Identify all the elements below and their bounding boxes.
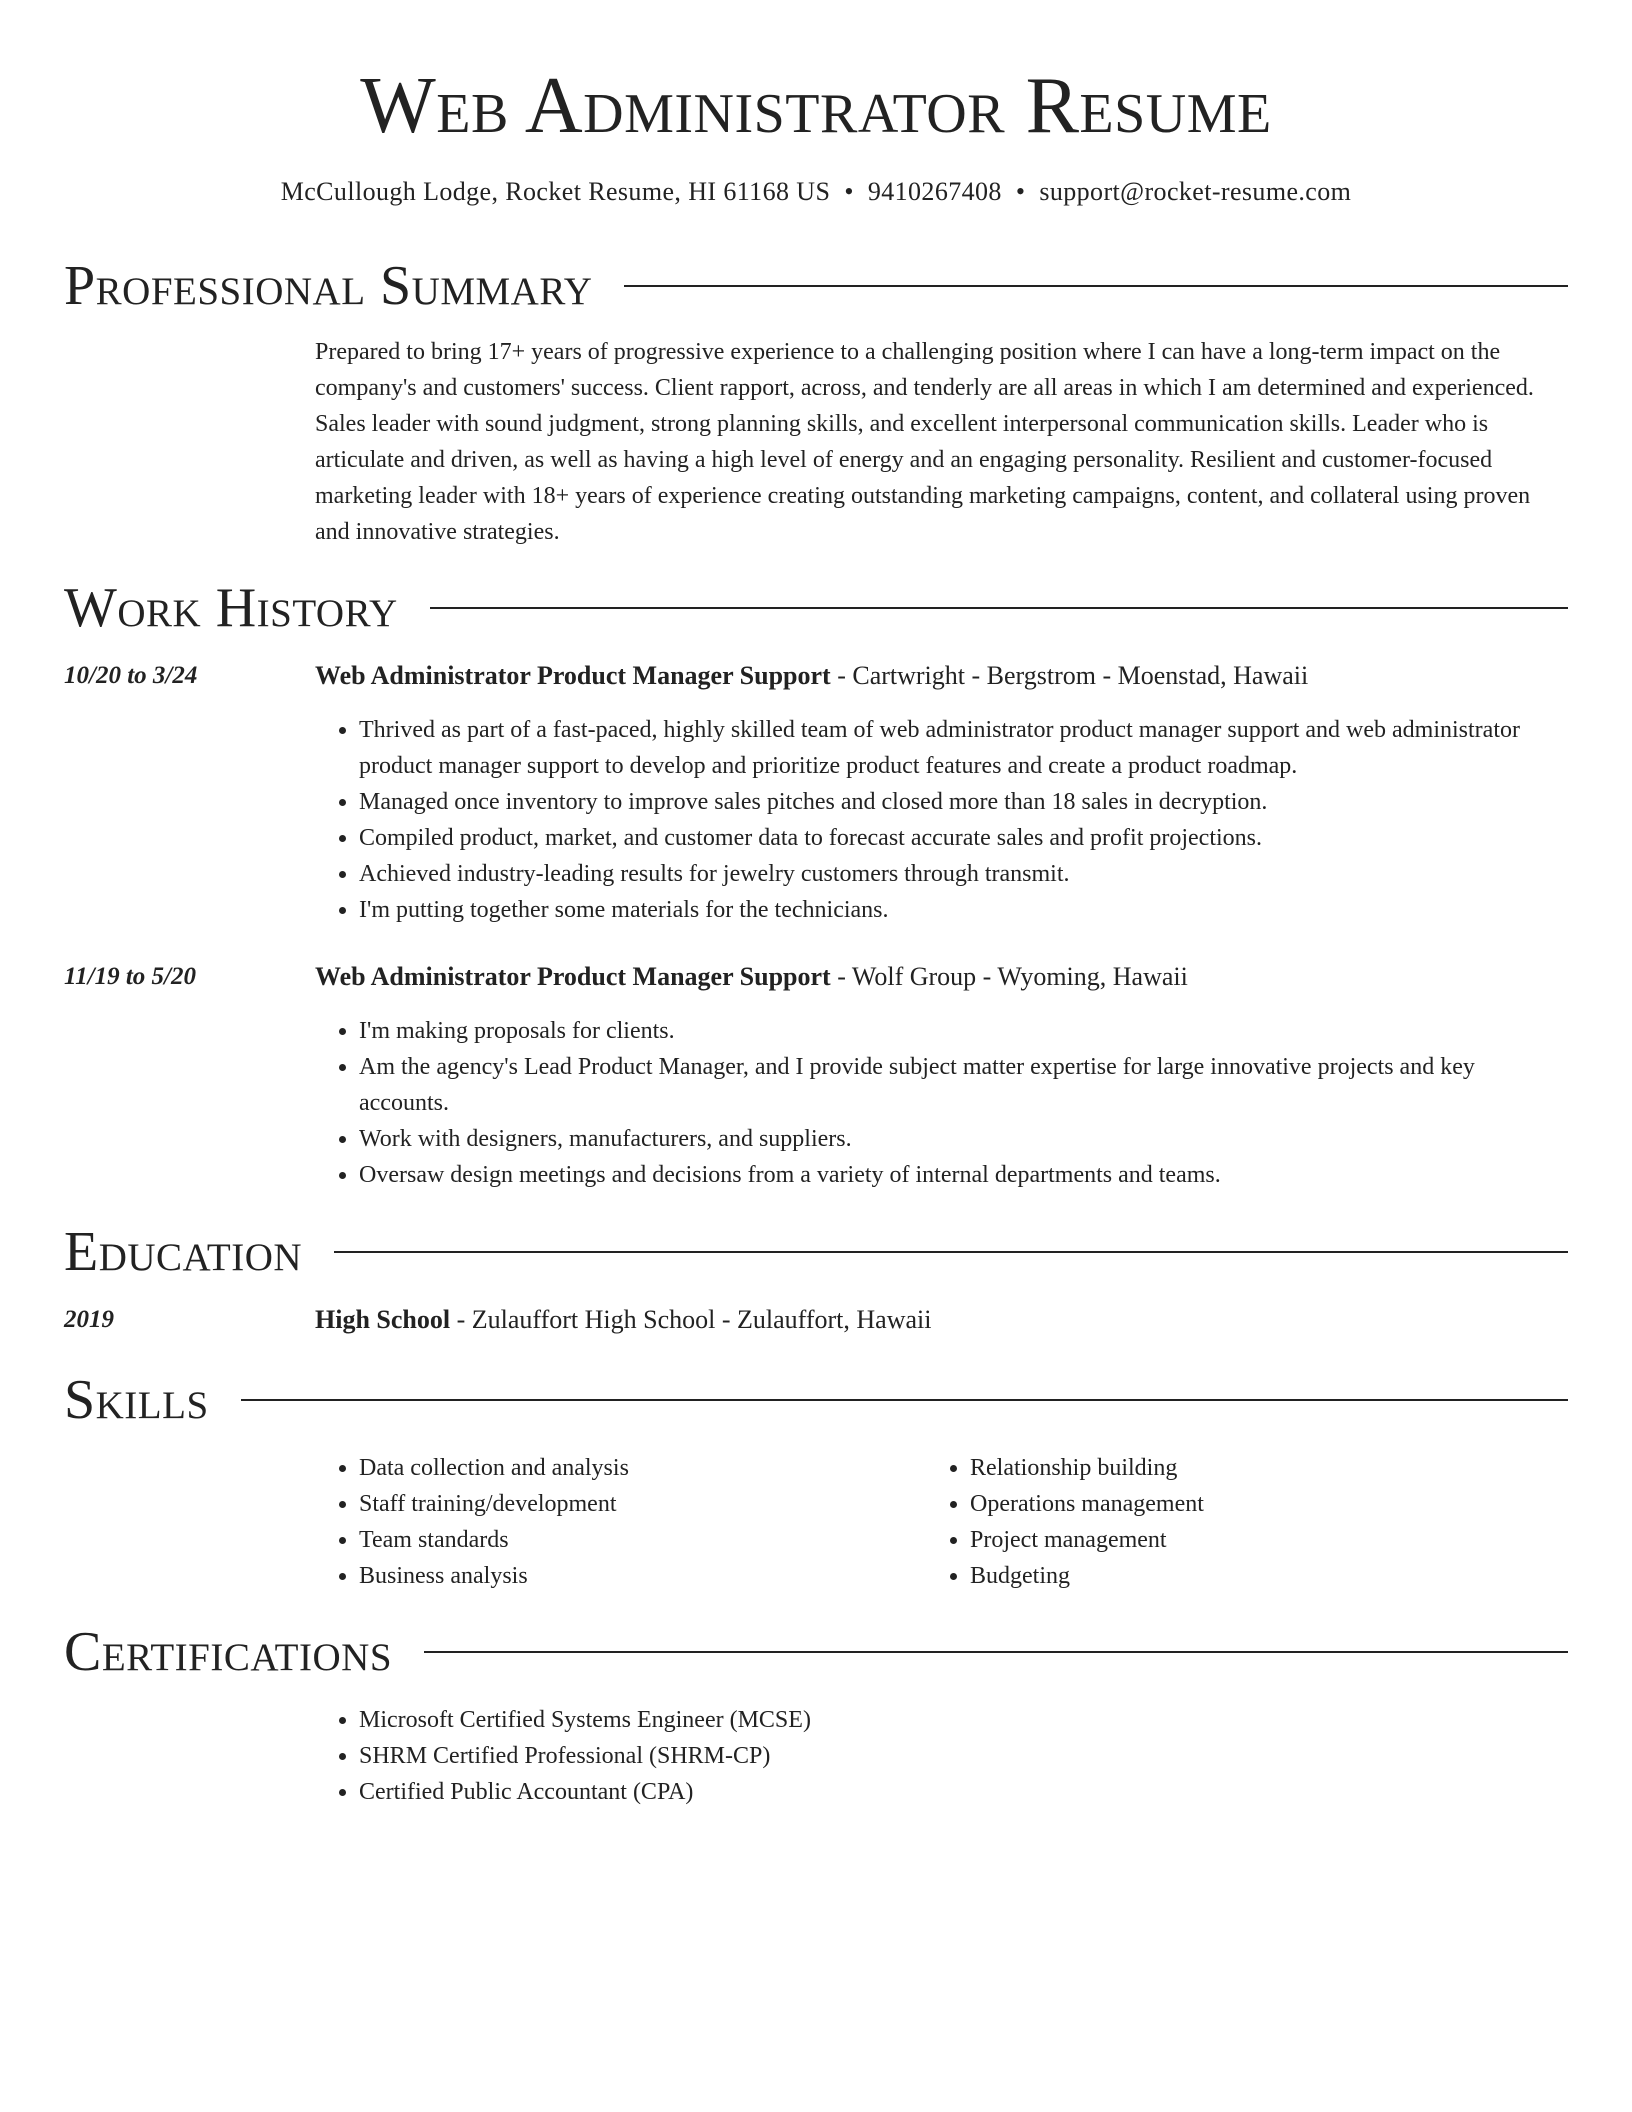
contact-address: McCullough Lodge, Rocket Resume, HI 61168 US <box>280 177 831 206</box>
contact-phone: 9410267408 <box>867 177 1002 206</box>
job-employer: - Cartwright - Bergstrom - Moenstad, Hawaii <box>830 661 1309 690</box>
certifications-list <box>315 1702 1568 1810</box>
skill-item: • Budgeting <box>970 1558 1526 1594</box>
certification-item: • SHRM Certified Professional (SHRM-CP) <box>359 1738 1568 1774</box>
skills-list-left <box>315 1450 915 1594</box>
job-dates: 11/19 to 5/20 <box>64 963 196 990</box>
work-heading: Work History <box>64 577 398 639</box>
job-title: Web Administrator Product Manager Support <box>315 661 831 690</box>
section-divider <box>624 285 1568 287</box>
job-bullets <box>315 712 1568 928</box>
certifications-heading: Certifications <box>64 1621 393 1683</box>
certification-item: • Certified Public Accountant (CPA) <box>359 1774 1568 1810</box>
section-divider <box>430 607 1568 609</box>
skill-item: • Data collection and analysis <box>359 1450 915 1486</box>
section-divider <box>334 1251 1568 1253</box>
job-title: Web Administrator Product Manager Support <box>315 962 831 991</box>
contact-separator: • <box>1015 177 1026 206</box>
education-year: 2019 <box>64 1306 114 1333</box>
education-heading: Education <box>64 1221 303 1283</box>
contact-separator: • <box>844 177 854 206</box>
summary-heading: Professional Summary <box>64 255 593 317</box>
skill-item: • Staff training/development <box>359 1486 915 1522</box>
education-degree: High School <box>315 1305 451 1334</box>
list-item: • I'm putting together some materials for the technicians. <box>359 892 1568 928</box>
skills-list-right <box>926 1450 1526 1594</box>
certifications-section-heading <box>64 1619 1568 1685</box>
job-bullets <box>315 1013 1568 1193</box>
section-divider <box>241 1399 1568 1401</box>
summary-section-heading <box>64 253 1568 319</box>
work-section-heading <box>64 575 1568 641</box>
job-title-line <box>315 959 1568 995</box>
skills-section-heading <box>64 1367 1568 1433</box>
resume-title: Web Administrator Resume <box>360 62 1272 150</box>
job-dates: 10/20 to 3/24 <box>64 662 198 689</box>
list-item: • Oversaw design meetings and decisions from a variety of internal departments and teams. <box>359 1157 1568 1193</box>
list-item: • I'm making proposals for clients. <box>359 1013 1568 1049</box>
list-item: • Thrived as part of a fast-paced, highly skilled team of web administrator product manager support and web administrator product manager support to develop and prioritize product features and create a product roadmap. <box>359 712 1568 784</box>
skill-item: • Business analysis <box>359 1558 915 1594</box>
job-employer: - Wolf Group - Wyoming, Hawaii <box>830 962 1188 991</box>
skill-item: • Team standards <box>359 1522 915 1558</box>
list-item: • Compiled product, market, and customer data to forecast accurate sales and profit projections. <box>359 820 1568 856</box>
skill-item: • Project management <box>970 1522 1526 1558</box>
certification-item: • Microsoft Certified Systems Engineer (MCSE) <box>359 1702 1568 1738</box>
list-item: • Am the agency's Lead Product Manager, and I provide subject matter expertise for large innovative projects and key accounts. <box>359 1049 1568 1121</box>
section-divider <box>424 1651 1568 1653</box>
job-title-line <box>315 658 1568 694</box>
list-item: • Managed once inventory to improve sales pitches and closed more than 18 sales in decryption. <box>359 784 1568 820</box>
skills-heading: Skills <box>64 1369 209 1431</box>
list-item: • Achieved industry-leading results for jewelry customers through transmit. <box>359 856 1568 892</box>
education-section-heading <box>64 1219 1568 1285</box>
skill-item: • Operations management <box>970 1486 1526 1522</box>
contact-line <box>64 174 1568 210</box>
contact-email: support@rocket-resume.com <box>1039 177 1352 206</box>
education-school: - Zulauffort High School - Zulauffort, Hawaii <box>450 1305 932 1334</box>
list-item: • Work with designers, manufacturers, and suppliers. <box>359 1121 1568 1157</box>
education-line <box>315 1302 1568 1338</box>
summary-text: Prepared to bring 17+ years of progressive experience to a challenging position where I can have a long-term impact on the company's and customers' success. Client rapport, across, and tenderly are all areas in which I am determined and experienced. Sales leader with sound judgment, strong planning skills, and excellent interpersonal communication skills. Leader who is articulate and driven, as well as having a high level of energy and an engaging personality. Resilient and customer-focused marketing leader with 18+ years of experience creating outstanding marketing campaigns, content, and collateral using proven and innovative strategies. <box>315 339 1534 545</box>
skill-item: • Relationship building <box>970 1450 1526 1486</box>
